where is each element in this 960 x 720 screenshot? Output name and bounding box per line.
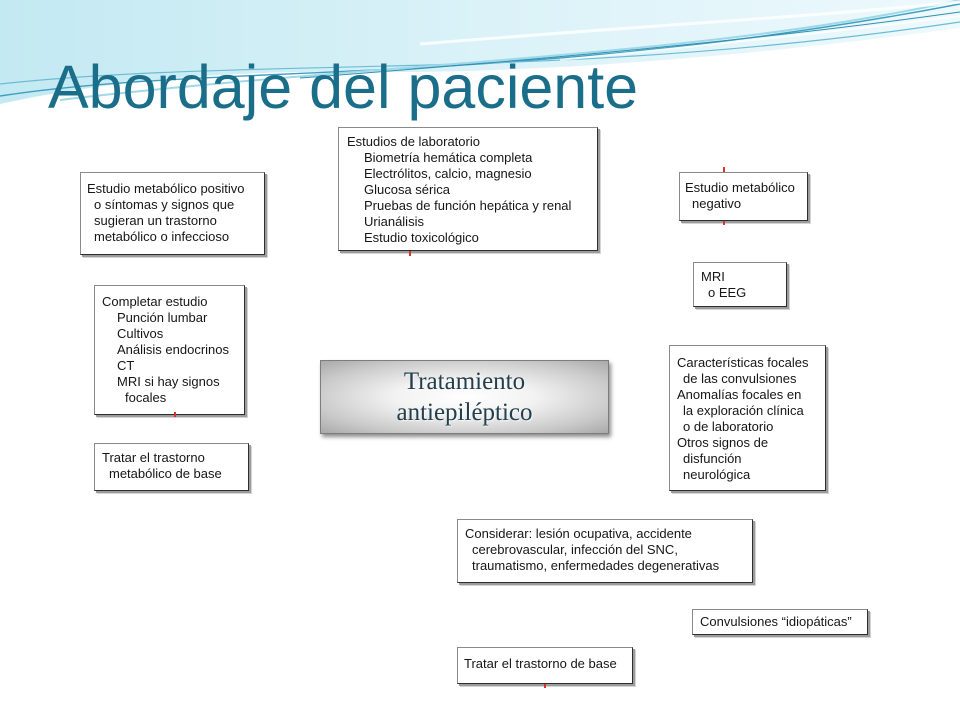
idiopathic-seizures-box	[692, 609, 868, 635]
treat-metabolic-box	[94, 443, 249, 491]
box-line: disfunción	[683, 451, 742, 466]
box-line: Cultivos	[117, 326, 164, 341]
box-line: focales	[125, 390, 167, 405]
lab-studies-box	[338, 127, 598, 251]
box-heading: Completar estudio	[102, 294, 208, 309]
box-heading: Tratar el trastorno de base	[464, 656, 617, 671]
box-line: metabólico de base	[109, 466, 222, 481]
box-line: CT	[117, 358, 135, 373]
box-line: negativo	[692, 196, 742, 211]
box-line: Electrólitos, calcio, magnesio	[364, 166, 532, 181]
box-line: Anomalías focales en	[677, 387, 802, 402]
box-line: la exploración clínica	[683, 403, 804, 418]
box-line: o síntomas y signos que	[94, 197, 235, 212]
box-heading: Características focales	[677, 355, 809, 370]
box-line: o EEG	[708, 285, 747, 300]
box-line: Biometría hemática completa	[364, 150, 533, 165]
box-line: Punción lumbar	[117, 310, 208, 325]
box-heading: MRI	[701, 269, 725, 284]
box-line: neurológica	[683, 467, 751, 482]
box-heading: Considerar: lesión ocupativa, accidente	[465, 526, 692, 541]
arrow-stub	[174, 412, 176, 417]
box-heading: Estudios de laboratorio	[347, 134, 480, 149]
antiepileptic-treatment-box	[320, 360, 609, 434]
box-line: cerebrovascular, infección del SNC,	[472, 542, 678, 557]
box-line: Pruebas de función hepática y renal	[364, 198, 572, 213]
box-line: Estudio toxicológico	[364, 230, 479, 245]
box-line: traumatismo, enfermedades degenerativas	[472, 558, 720, 573]
box-line: Análisis endocrinos	[117, 342, 230, 357]
box-line: metabólico o infeccioso	[94, 229, 230, 244]
arrow-stub	[544, 684, 546, 688]
negative-metabolic-box	[679, 172, 808, 221]
arrow-stub	[409, 251, 411, 256]
box-line: de las convulsiones	[683, 371, 797, 386]
box-line: MRI si hay signos	[117, 374, 220, 389]
box-line: o de laboratorio	[683, 419, 774, 434]
box-heading: Estudio metabólico	[685, 180, 795, 195]
treat-underlying-box	[457, 647, 633, 684]
consider-box	[457, 519, 753, 583]
box-heading: Estudio metabólico positivo	[87, 181, 245, 196]
box-heading: Tratar el trastorno	[102, 450, 205, 465]
box-line: sugieran un trastorno	[94, 213, 217, 228]
complete-study-box	[94, 285, 245, 415]
positive-metabolic-box	[80, 172, 265, 255]
box-line: Glucosa sérica	[364, 182, 450, 197]
center-line: Tratamiento	[403, 368, 526, 395]
slide-title: Abordaje del paciente	[48, 53, 639, 121]
focal-features-box	[669, 345, 826, 491]
arrow-stub	[723, 221, 725, 225]
center-line: antiepiléptico	[396, 399, 533, 426]
box-heading: Convulsiones “idiopáticas”	[700, 614, 852, 629]
mri-eeg-box	[693, 262, 787, 307]
box-line: Otros signos de	[677, 435, 769, 450]
box-line: Urianálisis	[364, 214, 424, 229]
